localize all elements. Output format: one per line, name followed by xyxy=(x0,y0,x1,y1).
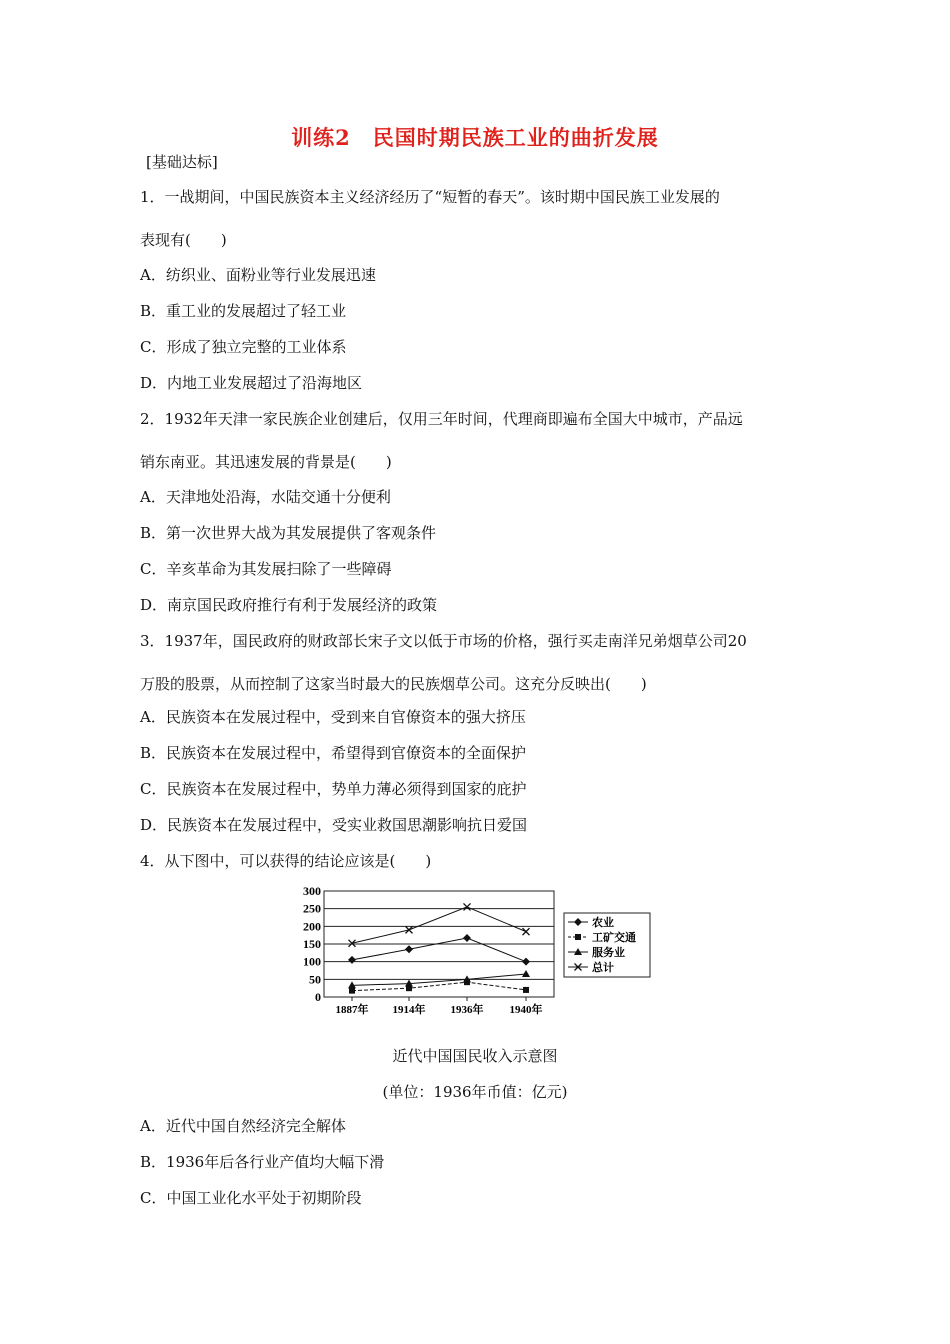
data-point-4-1 xyxy=(349,940,356,947)
y-tick-label: 150 xyxy=(303,937,321,951)
legend-label: 农业 xyxy=(592,917,614,929)
question-4-option-B: B．1936年后各行业产值均大幅下滑 xyxy=(140,1153,385,1171)
y-tick-label: 0 xyxy=(315,990,321,1004)
question-4-option-C: C．中国工业化水平处于初期阶段 xyxy=(140,1189,362,1207)
y-tick-label: 100 xyxy=(303,954,321,969)
question-3-option-B: B．民族资本在发展过程中，希望得到官僚资本的全面保护 xyxy=(140,744,527,762)
question-1-option-A: A．纺织业、面粉业等行业发展迅速 xyxy=(140,266,376,284)
data-point-1-3 xyxy=(463,934,471,942)
page-title: 训练2 民国时期民族工业的曲折发展 xyxy=(291,125,659,150)
series-line-2 xyxy=(352,982,526,990)
chart-caption: 近代中国国民收入示意图 xyxy=(392,1047,558,1065)
legend-label: 总计 xyxy=(592,962,614,974)
series-line-1 xyxy=(352,938,526,962)
question-3-option-D: D．民族资本在发展过程中，受实业救国思潮影响抗日爱国 xyxy=(140,816,528,834)
question-2-stem: 2．1932年天津一家民族企业创建后，仅用三年时间，代理商即遍布全国大中城市，产品远 xyxy=(140,410,743,428)
data-point-4-3 xyxy=(464,903,471,910)
income-chart xyxy=(296,880,656,1020)
data-point-4-4 xyxy=(523,928,530,935)
question-2-option-B: B．第一次世界大战为其发展提供了客观条件 xyxy=(140,524,437,542)
question-1-stem: 表现有( ) xyxy=(140,231,227,249)
y-tick-label: 300 xyxy=(303,884,321,898)
question-2-stem: 销东南亚。其迅速发展的背景是( ) xyxy=(140,453,392,471)
question-2-option-A: A．天津地处沿海，水陆交通十分便利 xyxy=(140,488,391,506)
x-tick-label: 1940年 xyxy=(509,1004,543,1016)
y-tick-label: 200 xyxy=(303,919,321,934)
question-1-option-B: B．重工业的发展超过了轻工业 xyxy=(140,302,347,320)
question-1-option-D: D．内地工业发展超过了沿海地区 xyxy=(140,374,363,392)
question-3-option-A: A．民族资本在发展过程中，受到来自官僚资本的强大挤压 xyxy=(140,708,526,726)
x-tick-label: 1914年 xyxy=(392,1004,426,1016)
question-4-stem: 4．从下图中，可以获得的结论应该是( ) xyxy=(140,852,432,870)
question-4-option-A: A．近代中国自然经济完全解体 xyxy=(140,1117,346,1135)
chart-svg xyxy=(296,880,656,1020)
question-3-stem: 万股的股票，从而控制了这家当时最大的民族烟草公司。这充分反映出( ) xyxy=(140,675,647,693)
section-heading: [基础达标] xyxy=(146,153,218,171)
y-tick-label: 250 xyxy=(303,901,321,916)
question-3-stem: 3．1937年，国民政府的财政部长宋子文以低于市场的价格，强行买走南洋兄弟烟草公司20 xyxy=(140,632,747,650)
question-1-option-C: C．形成了独立完整的工业体系 xyxy=(140,338,347,356)
data-point-2-4 xyxy=(523,987,529,993)
question-3-option-C: C．民族资本在发展过程中，势单力薄必须得到国家的庇护 xyxy=(140,780,527,798)
chart-unit: (单位：1936年币值：亿元) xyxy=(382,1083,568,1101)
data-point-1-2 xyxy=(405,945,413,953)
series-line-4 xyxy=(352,907,526,943)
data-point-1-1 xyxy=(348,956,356,964)
question-1-stem: 1．一战期间，中国民族资本主义经济经历了“短暂的春天”。该时期中国民族工业发展的 xyxy=(140,188,720,206)
x-tick-label: 1936年 xyxy=(450,1004,484,1016)
question-2-option-C: C．辛亥革命为其发展扫除了一些障碍 xyxy=(140,560,392,578)
legend-label: 服务业 xyxy=(592,947,625,959)
data-point-3-4 xyxy=(522,970,530,977)
data-point-4-2 xyxy=(406,926,413,933)
legend-marker xyxy=(575,934,581,940)
question-2-option-D: D．南京国民政府推行有利于发展经济的政策 xyxy=(140,596,438,614)
legend-label: 工矿交通 xyxy=(592,932,636,944)
x-tick-label: 1887年 xyxy=(335,1004,369,1016)
y-tick-label: 50 xyxy=(309,972,321,987)
data-point-1-4 xyxy=(522,958,530,966)
data-point-2-1 xyxy=(349,988,355,994)
